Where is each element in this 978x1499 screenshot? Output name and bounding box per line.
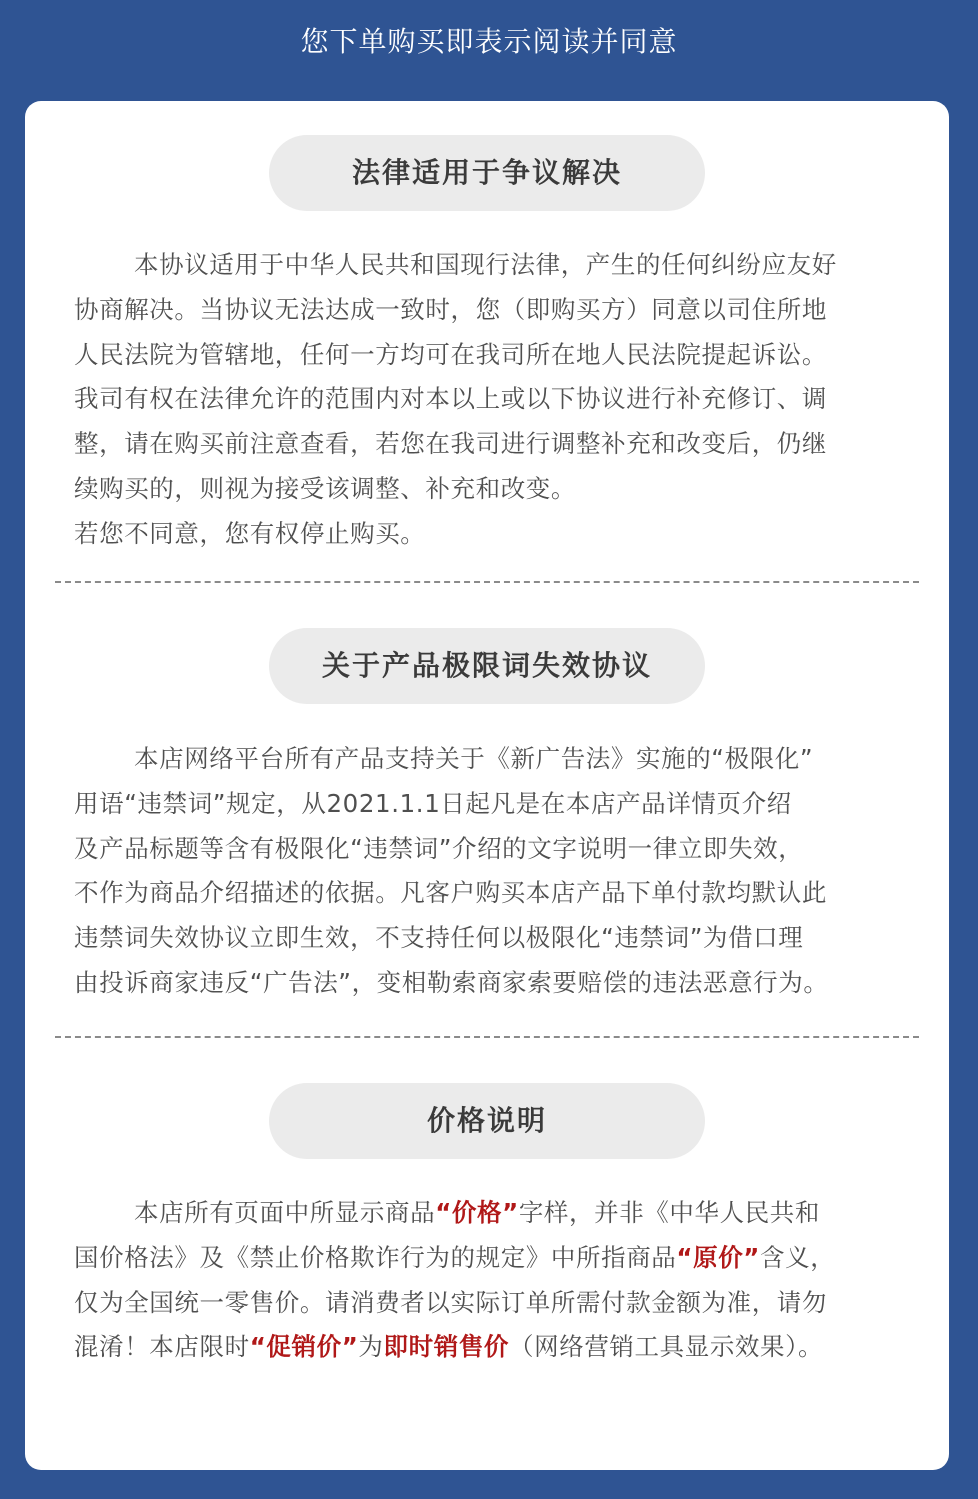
- paragraph-line: 由投诉商家违反“广告法”，变相勒索商家索要赔偿的违法恶意行为。: [74, 967, 829, 997]
- paragraph-line: 续购买的，则视为接受该调整、补充和改变。: [74, 473, 576, 503]
- text-run: 字样，并非《中华人民共和: [518, 1198, 821, 1227]
- page-title: 您下单购买即表示阅读并同意: [300, 25, 678, 58]
- text-run: 国价格法》及《禁止价格欺诈行为的规定》中所指商品: [74, 1242, 677, 1272]
- paragraph-line: 不作为商品介绍描述的依据。凡客户购买本店产品下单付款均默认此: [74, 878, 827, 908]
- highlight-promo-price: “促销价”: [249, 1332, 359, 1362]
- dashed-divider: [55, 1036, 919, 1038]
- highlight-price: “价格”: [435, 1198, 519, 1227]
- paragraph-line: 本协议适用于中华人民共和国现行法律，产生的任何纠纷应友好: [134, 250, 837, 279]
- paragraph-line: 及产品标题等含有极限化“违禁词”介绍的文字说明一律立即失效，: [74, 833, 804, 863]
- dashed-divider: [55, 581, 919, 583]
- section-body-price: [74, 1191, 912, 1370]
- paragraph-line: 用语“违禁词”规定，从2021.1.1日起凡是在本店产品详情页介绍: [74, 788, 792, 818]
- paragraph-line: 本店网络平台所有产品支持关于《新广告法》实施的“极限化”: [134, 744, 814, 773]
- agreement-card: [25, 101, 949, 1470]
- section-heading-forbidden-words: 关于产品极限词失效协议: [269, 628, 705, 704]
- text-run: （网络营销工具显示效果）。: [509, 1332, 824, 1362]
- text-run: 含义，: [760, 1242, 836, 1272]
- highlight-original-price: “原价”: [676, 1242, 761, 1272]
- paragraph-line: [74, 1191, 912, 1236]
- text-run: 混淆！本店限时: [74, 1332, 250, 1362]
- text-run: 本店所有页面中所显示商品: [134, 1198, 436, 1227]
- section-body-law: [74, 243, 912, 557]
- highlight-instant-price: 即时销售价: [383, 1332, 510, 1362]
- section-heading-price: 价格说明: [269, 1083, 705, 1159]
- paragraph-line: 人民法院为管辖地，任何一方均可在我司所在地人民法院提起诉讼。: [74, 339, 827, 369]
- paragraph-line: 我司有权在法律允许的范围内对本以上或以下协议进行补充修订、调: [74, 384, 827, 414]
- section-heading-law: 法律适用于争议解决: [269, 135, 705, 211]
- text-run: 为: [358, 1332, 384, 1362]
- paragraph-line: 协商解决。当协议无法达成一致时，您（即购买方）同意以司住所地: [74, 294, 827, 324]
- paragraph-line: [74, 1325, 912, 1370]
- section-body-forbidden-words: [74, 737, 912, 1006]
- paragraph-line: 违禁词失效协议立即生效，不支持任何以极限化“违禁词”为借口理: [74, 923, 804, 953]
- paragraph-line: 仅为全国统一零售价。请消费者以实际订单所需付款金额为准，请勿: [74, 1287, 827, 1317]
- paragraph-line: 整，请在购买前注意查看，若您在我司进行调整补充和改变后，仍继: [74, 429, 827, 459]
- paragraph-line: [74, 1236, 912, 1281]
- paragraph-line: 若您不同意，您有权停止购买。: [74, 518, 426, 548]
